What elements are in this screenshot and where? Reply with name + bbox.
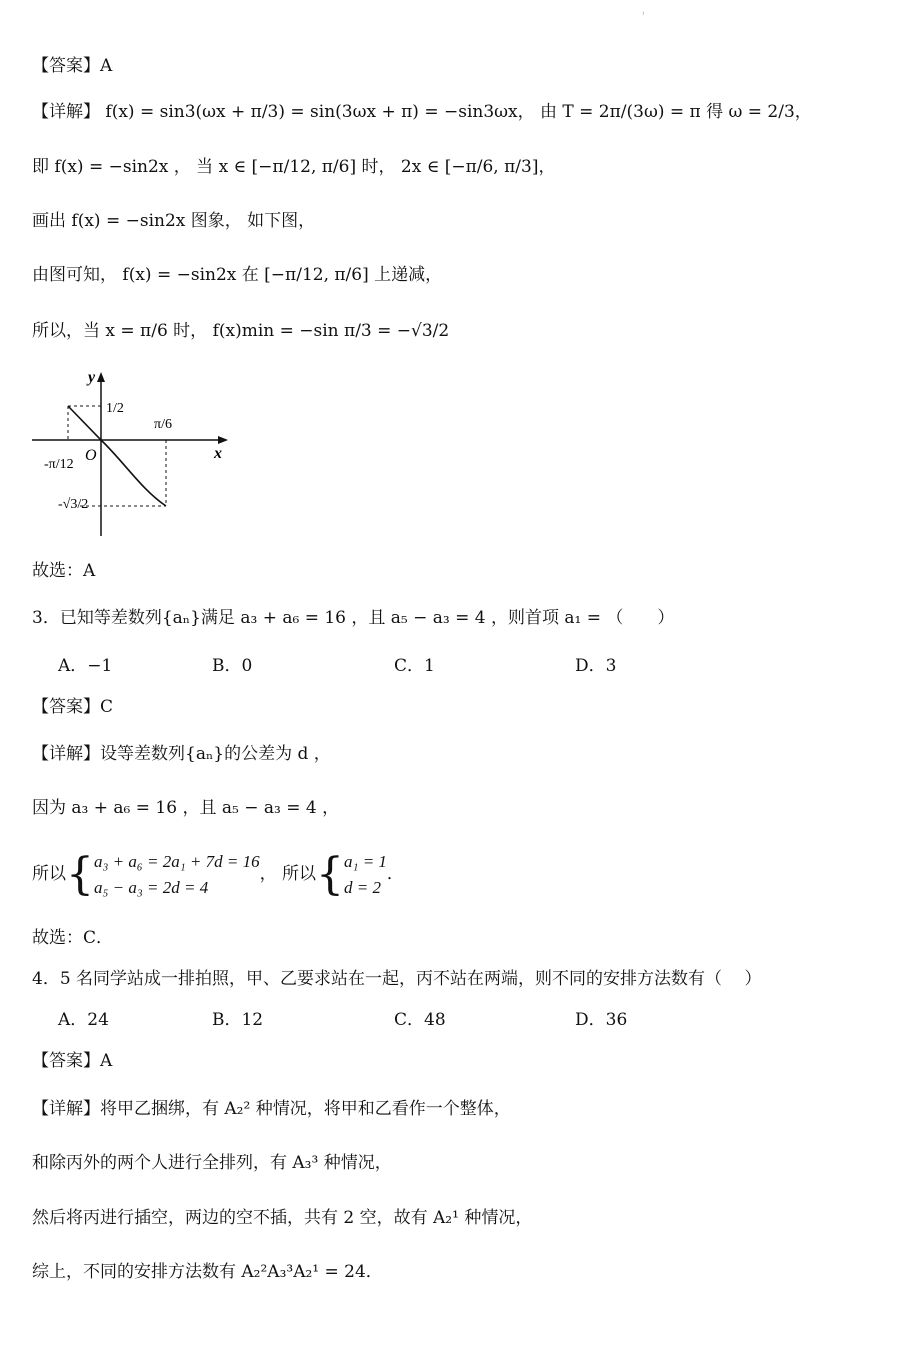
conclusion-2: 故选：A bbox=[32, 561, 96, 581]
system-2-row-2: d = 2 bbox=[344, 877, 382, 897]
system-prefix: 所以 bbox=[32, 864, 66, 884]
question-3-option-a: A．−1 bbox=[58, 656, 113, 676]
system-1-row-2: a₅ − a₃ = 2d = 4 bbox=[94, 877, 209, 897]
curve bbox=[68, 406, 166, 506]
question-4-stem: 4．5 名同学站成一排拍照，甲、乙要求站在一起，丙不站在两端，则不同的安排方法数有（ ） bbox=[32, 969, 762, 989]
label-neg-sqrt3-over-2: -√3/2 bbox=[58, 497, 89, 512]
system-end: ． bbox=[386, 864, 404, 884]
detail-2-line-3: 画出 f(x) = −sin2x 图象， 如下图， bbox=[32, 211, 316, 231]
question-4-option-c: C．48 bbox=[394, 1010, 446, 1030]
detail-3-line-3 bbox=[32, 848, 404, 901]
question-3-option-c: C．1 bbox=[394, 656, 435, 676]
x-axis-label: x bbox=[214, 445, 222, 462]
conclusion-3: 故选：C． bbox=[32, 928, 114, 948]
detail-4-line-2: 和除丙外的两个人进行全排列，有 A₃³ 种情况， bbox=[32, 1153, 392, 1173]
function-graph bbox=[30, 366, 250, 538]
question-4-option-d: D．36 bbox=[575, 1010, 628, 1030]
system-1-row-1: a₃ + a₆ = 2a₁ + 7d = 16 bbox=[94, 851, 260, 871]
answer-label-3: 【答案】C bbox=[32, 697, 114, 717]
detail-3-line-1: 【详解】设等差数列{aₙ}的公差为 d ， bbox=[32, 744, 331, 764]
answer-label-2: 【答案】A bbox=[32, 56, 113, 76]
equation-system-2 bbox=[344, 849, 387, 901]
x-axis-arrow bbox=[218, 436, 228, 444]
answer-label-4: 【答案】A bbox=[32, 1051, 113, 1071]
y-axis-arrow bbox=[97, 372, 105, 382]
detail-4-line-3: 然后将丙进行插空，两边的空不插，共有 2 空，故有 A₂¹ 种情况， bbox=[32, 1208, 533, 1228]
question-3-option-d: D．3 bbox=[575, 656, 617, 676]
detail-2-line-2: 即 f(x) = −sin2x ， 当 x ∈ [−π/12, π/6] 时， 2x ∈ [−π/6, π/3]， bbox=[32, 157, 556, 177]
origin-label: O bbox=[85, 447, 97, 464]
brace-1: { bbox=[66, 848, 94, 900]
detail-4-line-1: 【详解】将甲乙捆绑，有 A₂² 种情况，将甲和乙看作一个整体， bbox=[32, 1099, 511, 1119]
question-4-option-b: B．12 bbox=[212, 1010, 264, 1030]
detail-2-line-4: 由图可知， f(x) = −sin2x 在 [−π/12, π/6] 上递减， bbox=[32, 265, 443, 285]
label-neg-pi-over-12: -π/12 bbox=[44, 457, 74, 472]
question-3-stem: 3．已知等差数列{aₙ}满足 a₃ + a₆ = 16 ，且 a₅ − a₃ = 4 ，则首项 a₁ = （ ） bbox=[32, 608, 675, 628]
y-axis-label: y bbox=[88, 369, 96, 386]
question-4-option-a: A．24 bbox=[58, 1010, 109, 1030]
corner-mark: ⁱ bbox=[642, 10, 644, 19]
detail-3-line-2: 因为 a₃ + a₆ = 16 ，且 a₅ − a₃ = 4 ， bbox=[32, 798, 340, 818]
system-mid: ， 所以 bbox=[259, 864, 317, 884]
question-3-option-b: B．0 bbox=[212, 656, 253, 676]
system-2-row-1: a₁ = 1 bbox=[344, 851, 387, 871]
brace-2: { bbox=[316, 848, 345, 900]
equation-system-1 bbox=[94, 849, 260, 901]
detail-2-line-5: 所以，当 x = π/6 时， f(x)min = −sin π/3 = −√3/2 bbox=[32, 321, 450, 341]
detail-4-line-4: 综上，不同的安排方法数有 A₂²A₃³A₂¹ = 24． bbox=[32, 1262, 383, 1282]
label-one-half: 1/2 bbox=[106, 401, 124, 416]
detail-2-line-1: 【详解】 f(x) = sin3(ωx + π/3) = sin(3ωx + π) = −sin3ωx， 由 T = 2π/(3ω) = π 得 ω = 2/3， bbox=[32, 102, 812, 122]
label-pi-over-6: π/6 bbox=[154, 417, 172, 432]
